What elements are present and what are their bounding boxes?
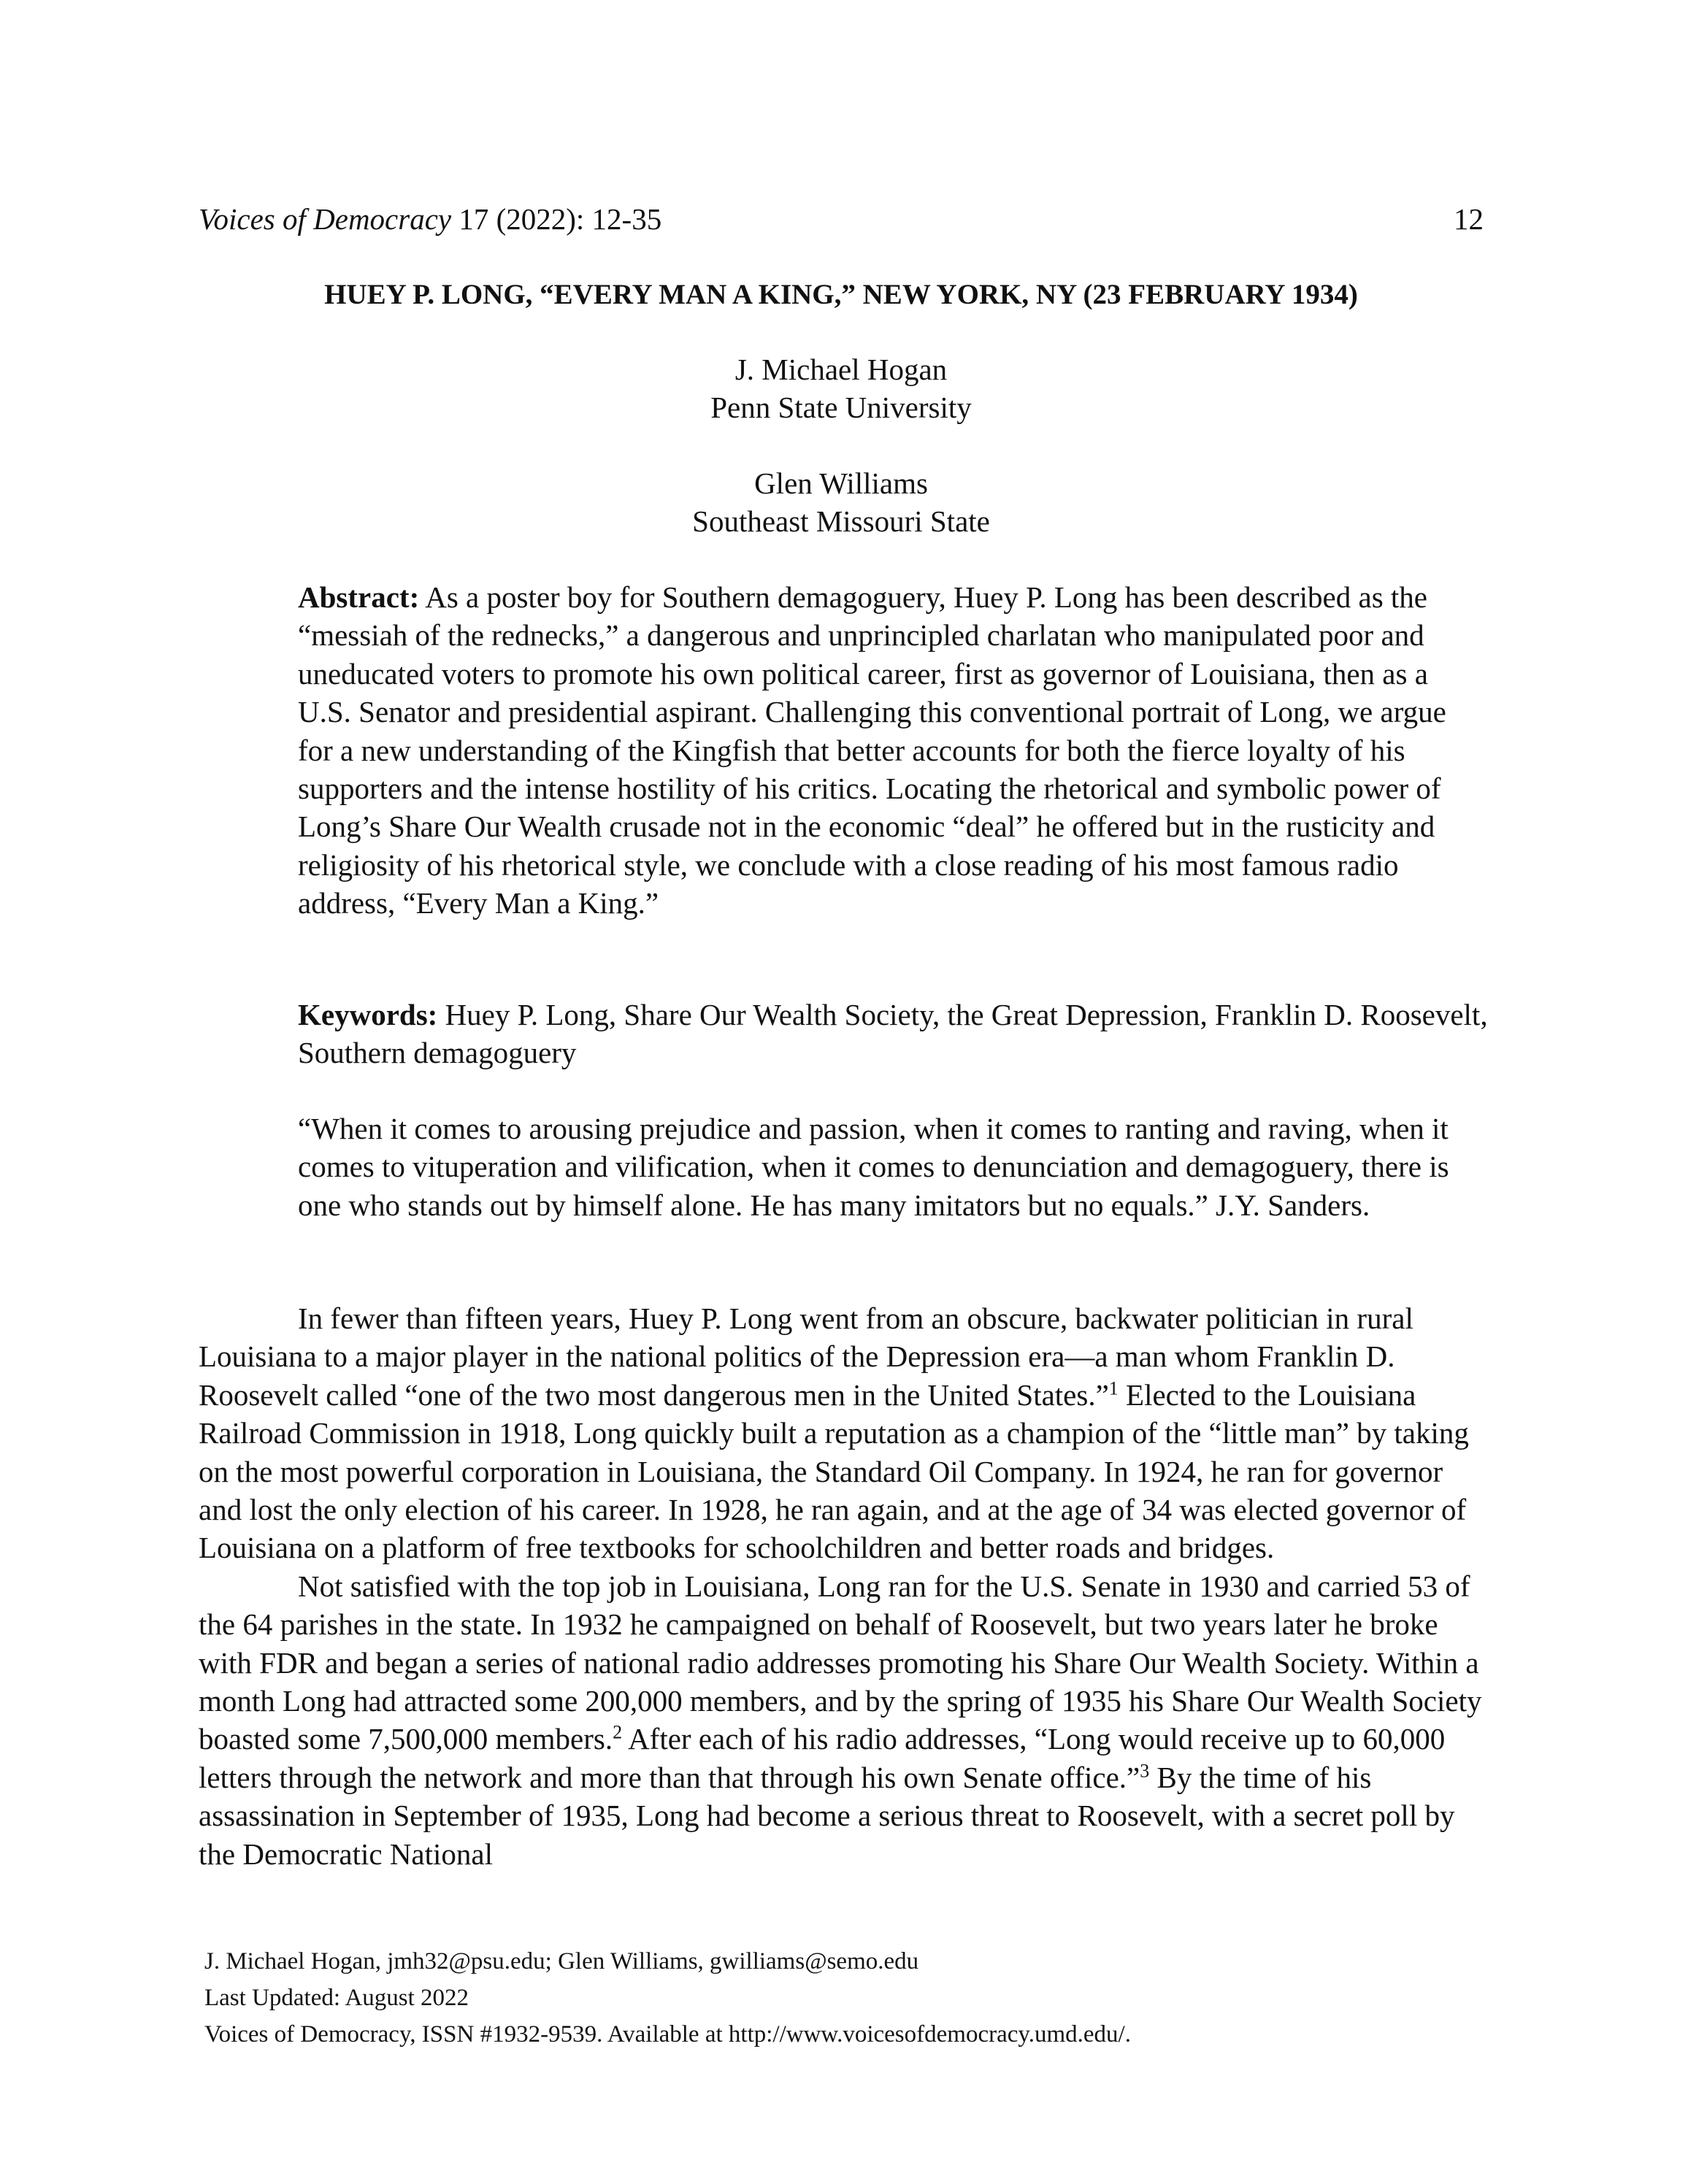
article-title: HUEY P. LONG, “EVERY MAN A KING,” NEW YORK, NY (23 FEBRUARY 1934) [324,279,1358,310]
author-name: Glen Williams [754,466,928,500]
abstract [298,578,1488,923]
author-affiliation: Southeast Missouri State [692,504,990,538]
keywords-label: Keywords: [298,998,438,1031]
journal-title: Voices of Democracy [199,202,452,236]
author-block [199,350,1484,426]
author-name: J. Michael Hogan [734,353,948,386]
running-head [199,197,1484,241]
paragraph-text: In fewer than fifteen years, Huey P. Long went from an obscure, backwater politician in rural Louisiana to a major player in the national politics of the Depression era—a man whom Franklin D. Roosevelt called “one of the two most dangerous men in the United States.” [199,1301,1413,1412]
body-paragraph [199,1567,1489,1873]
page-footer [204,1943,1489,2053]
paragraph-text: Not satisfied with the top job in Louisiana, Long ran for the U.S. Senate in 1930 and carried 53 of the 64 parishes in the state. In 1932 he campaigned on behalf of Roosevelt, but two years later he broke with FDR and began a series of national radio addresses promoting his Share Our Wealth Society. Within a month Long had attracted some 200,000 members, and by the spring of 1935 his Share Our Wealth Society boasted some 7,500,000 members. [199,1569,1482,1756]
paragraph-text: Elected to the Louisiana Railroad Commission in 1918, Long quickly built a reputation as a champion of the “little man” by taking on the most powerful corporation in Louisiana, the Standard Oil Company. In 1924, he ran for governor and lost the only election of his career. In 1928, he ran again, and at the age of 34 was elected governor of Louisiana on a platform of free textbooks for schoolchildren and better roads and bridges. [199,1377,1469,1565]
footer-contact: J. Michael Hogan, jmh32@psu.edu; Glen Williams, gwilliams@semo.edu [204,1948,919,1975]
body-text [199,1299,1489,1873]
footnote-marker: 1 [1108,1377,1119,1399]
keywords [298,996,1488,1072]
author-block [199,464,1484,540]
paragraph-text: By the time of his assassination in September of 1935, Long had become a serious threat to Roosevelt, with a secret poll by the Democratic National [199,1760,1455,1871]
paragraph-text: After each of his radio addresses, “Long would receive up to 60,000 letters through the network and more than that through his own Senate office.” [199,1722,1446,1794]
abstract-text: As a poster boy for Southern demagoguery, Huey P. Long has been described as the “messiah of the rednecks,” a dangerous and unprincipled charlatan who manipulated poor and uneducated voters to promote his own political career, first as governor of Louisiana, then as a U.S. Senator and presidential aspirant. Challenging this conventional portrait of Long, we argue for a new understanding of the Kingfish that better accounts for both the fierce loyalty of his supporters and the intense hostility of his critics. Locating the rhetorical and symbolic power of Long’s Share Our Wealth crusade not in the economic “deal” he offered but in the rusticity and religiosity of his rhetorical style, we conclude with a close reading of his most famous radio address, “Every Man a King.” [298,580,1446,920]
journal-citation: 17 (2022): 12-35 [451,202,662,236]
author-affiliation: Penn State University [710,391,972,424]
footer-availability: Voices of Democracy, ISSN #1932-9539. Available at http://www.voicesofdemocracy.umd.edu/. [204,2021,1131,2048]
footer-updated: Last Updated: August 2022 [204,1985,469,2011]
keywords-text: Huey P. Long, Share Our Wealth Society, the Great Depression, Franklin D. Roosevelt, Southern demagoguery [298,998,1488,1070]
epigraph: “When it comes to arousing prejudice and passion, when it comes to ranting and raving, when it comes to vituperation and vilification, when it comes to denunciation and demagoguery, there is one who stands out by himself alone. He has many imitators but no equals.” J.Y. Sanders. [298,1112,1449,1222]
page-number: 12 [1454,202,1484,236]
footnote-marker: 3 [1140,1760,1150,1782]
body-paragraph [199,1299,1489,1567]
footnote-marker: 2 [613,1721,623,1743]
abstract-label: Abstract: [298,580,420,614]
